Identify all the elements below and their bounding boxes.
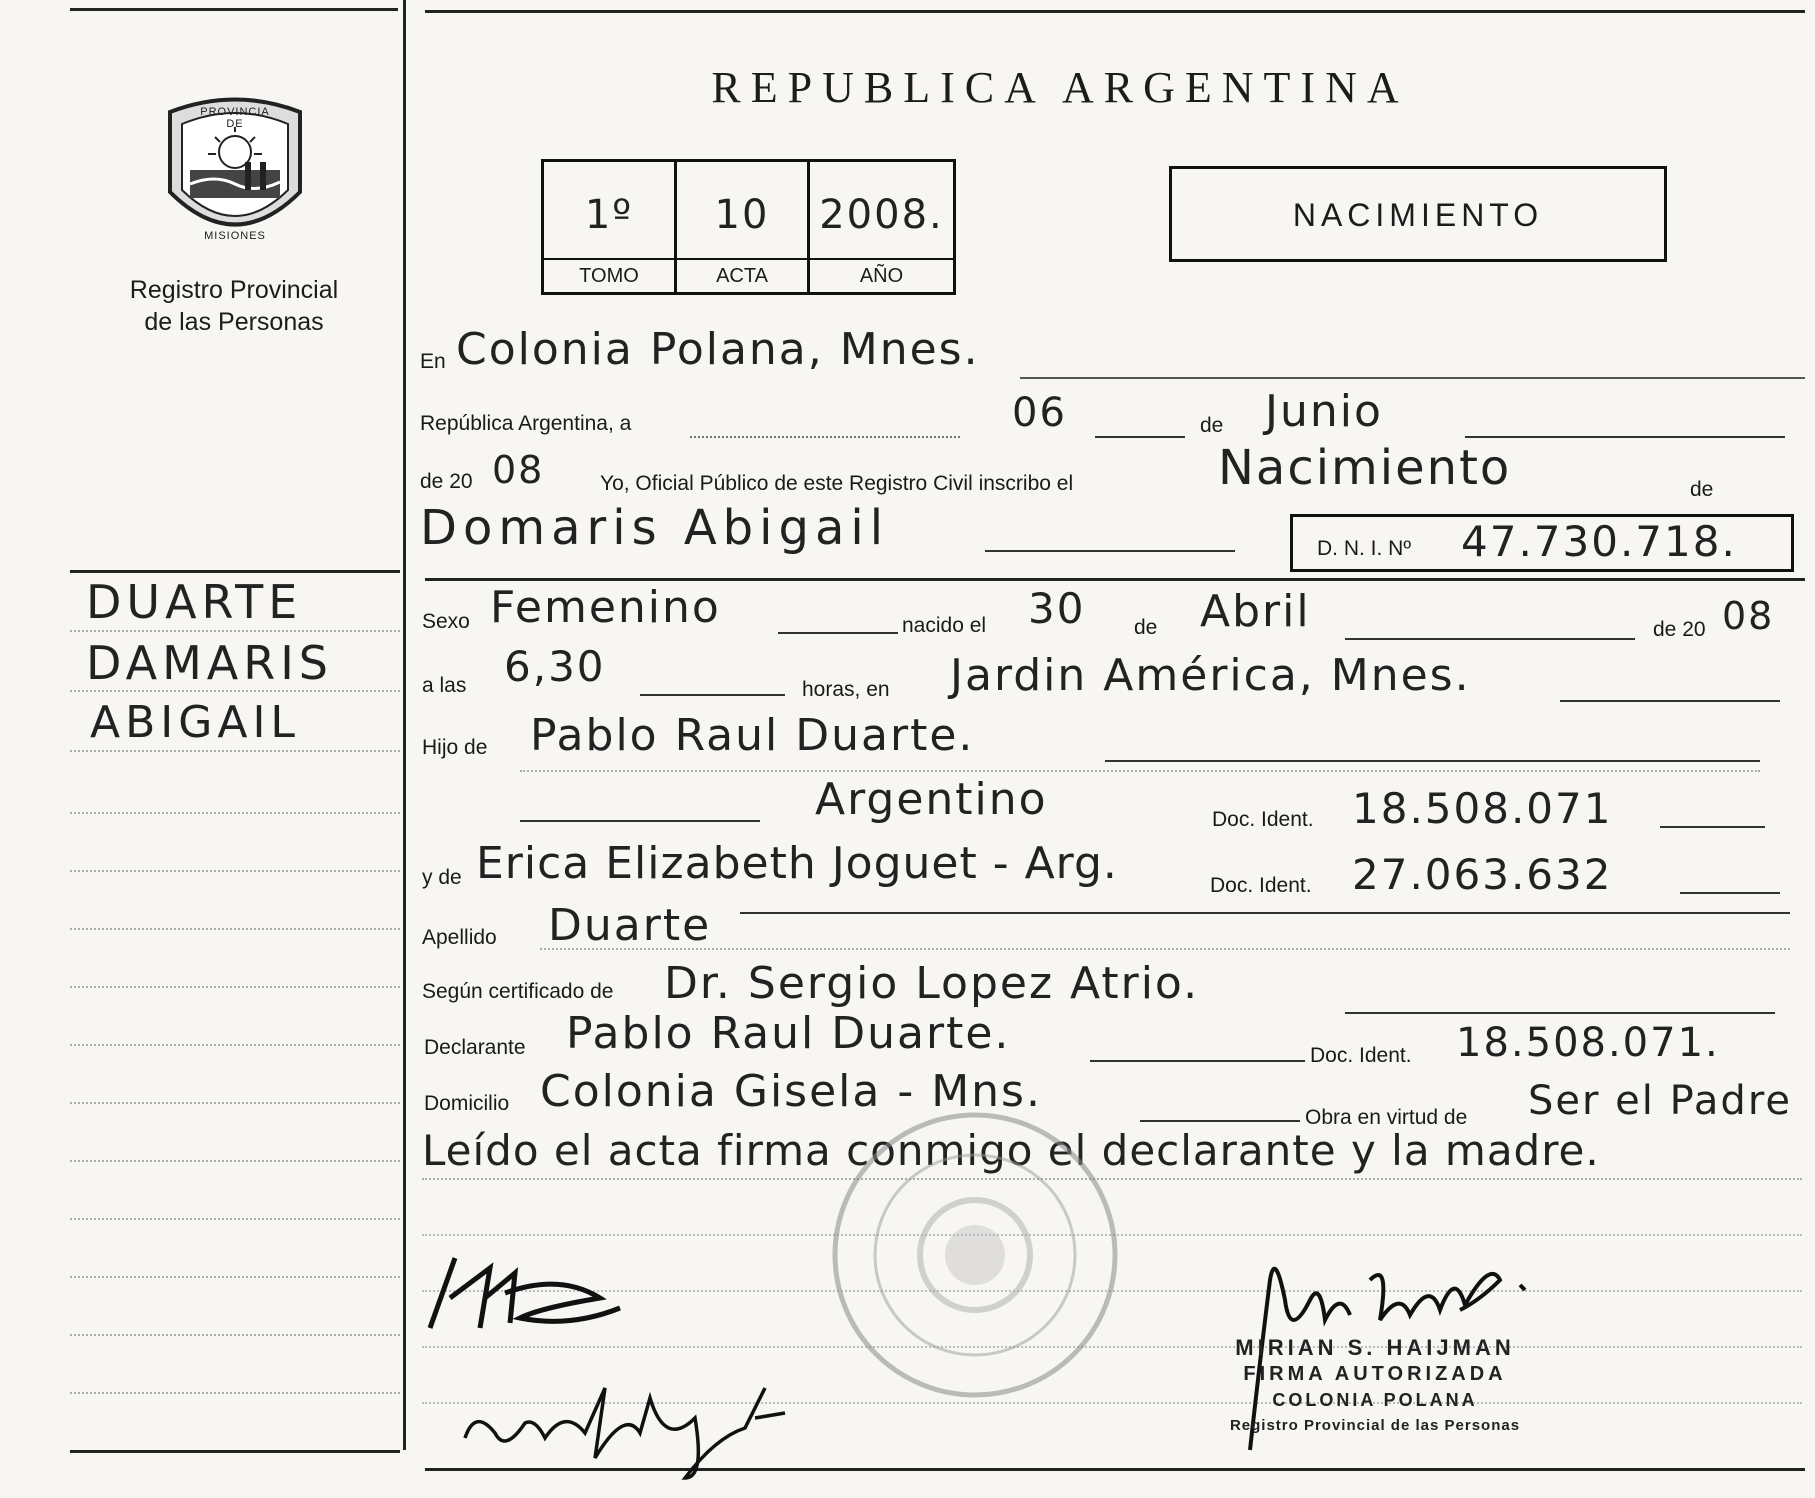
registry-table (541, 159, 956, 295)
sidebar-rule (70, 690, 400, 692)
sidebar-rule (70, 1276, 400, 1278)
mother-signature (455, 1378, 795, 1488)
birth-year-prefix: de 20 (1653, 618, 1706, 641)
father-nationality-value: Argentino (815, 774, 1048, 825)
office-name (90, 274, 378, 338)
authorization-stamp (1180, 1335, 1570, 1434)
day-line (690, 436, 960, 438)
hijo-label: Hijo de (422, 736, 488, 759)
office-name-line1: Registro Provincial (129, 276, 339, 304)
mother-doc-line (1680, 892, 1780, 894)
acta-label: ACTA (716, 265, 768, 287)
nationality-line (520, 820, 760, 822)
sexo-line (778, 632, 898, 634)
month-line (1465, 436, 1785, 438)
top-left-rule (70, 8, 398, 11)
acta-cell-divider (677, 258, 807, 260)
sexo-value: Femenino (490, 582, 721, 633)
de-label2: de (1690, 478, 1714, 501)
apellido-label: Apellido (422, 926, 497, 949)
apellido-dotline (540, 948, 1790, 950)
seal-top-text: PROVINCIA DE (200, 106, 270, 130)
father-line (1105, 760, 1760, 762)
sidebar-rule (70, 812, 400, 814)
block-separator (425, 578, 1805, 581)
act-type-value: Nacimiento (1218, 440, 1512, 496)
oficial-text: Yo, Oficial Público de este Registro Civil inscribo el (600, 472, 1074, 495)
certificate-value: Dr. Sergio Lopez Atrio. (664, 958, 1200, 1009)
en-line (1020, 377, 1805, 379)
closing-value: Leído el acta firma conmigo el declarante y la madre. (422, 1126, 1600, 1175)
child-name-line (985, 550, 1235, 552)
mother-doc-value: 27.063.632 (1352, 850, 1613, 899)
segun-label: Según certificado de (422, 980, 614, 1003)
hour-line (640, 694, 785, 696)
tomo-value: 1º (584, 192, 634, 238)
tomo-label: TOMO (579, 265, 639, 287)
father-dotline (520, 770, 1760, 772)
record-type-label: NACIMIENTO (1292, 197, 1544, 233)
sidebar-rule (70, 750, 400, 752)
anio-cell-divider (810, 258, 953, 260)
sidebar-rule (70, 1392, 400, 1394)
sidebar-rule (70, 928, 400, 930)
rep-label: República Argentina, a (420, 412, 632, 435)
sidebar-top-rule (70, 570, 400, 573)
anio-label: AÑO (859, 265, 904, 287)
tomo-cell-divider (544, 258, 674, 260)
day-line-2 (1095, 436, 1185, 438)
anio-value: 2008. (819, 192, 944, 238)
country-title: REPUBLICA ARGENTINA (711, 63, 1409, 112)
sidebar-rule (70, 1160, 400, 1162)
birth-day-value: 30 (1028, 584, 1086, 633)
hour-value: 6,30 (504, 642, 606, 691)
apellido-line (740, 912, 1790, 914)
stamp-line4: Registro Provincial de las Personas (1229, 1417, 1521, 1434)
anio-cell (810, 162, 953, 292)
signature-mark (420, 1248, 640, 1338)
domicilio-value: Colonia Gisela - Mns. (540, 1066, 1042, 1117)
de-label3: de (1134, 616, 1158, 639)
doc-ident-label3: Doc. Ident. (1310, 1044, 1412, 1067)
father-doc-value: 18.508.071 (1352, 784, 1613, 833)
domicilio-line (1140, 1120, 1300, 1122)
declarant-signature (420, 1248, 640, 1338)
signature-mark (455, 1378, 795, 1488)
year-prefix: de 20 (420, 470, 473, 493)
declarante-value: Pablo Raul Duarte. (566, 1008, 1011, 1059)
sidebar-rule (70, 630, 400, 632)
margin-name-surname: DUARTE (86, 575, 303, 629)
round-seal-icon (825, 1105, 1125, 1405)
tomo-cell (544, 162, 677, 292)
sidebar-rule (70, 1102, 400, 1104)
father-doc-line (1660, 826, 1765, 828)
declarante-label: Declarante (424, 1036, 526, 1059)
sidebar-rule (70, 1334, 400, 1336)
seal-bottom-text: MISIONES (204, 230, 266, 242)
margin-name-first: DAMARIS (86, 636, 333, 690)
acta-value: 10 (714, 192, 770, 238)
child-name-value: Domaris Abigail (420, 500, 890, 556)
birth-month-line (1345, 638, 1635, 640)
province-seal (160, 92, 310, 252)
year-value: 08 (492, 448, 545, 492)
birth-month-value: Abril (1200, 586, 1311, 637)
obra-label: Obra en virtud de (1305, 1106, 1468, 1129)
doc-ident-label: Doc. Ident. (1212, 808, 1314, 831)
sidebar-divider (403, 0, 406, 1450)
sidebar-bottom-rule (70, 1450, 400, 1453)
margin-name-second: ABIGAIL (90, 697, 300, 748)
domicilio-label: Domicilio (424, 1092, 510, 1115)
nacido-label: nacido el (902, 614, 987, 637)
sexo-label: Sexo (422, 610, 470, 633)
a-las-label: a las (422, 674, 467, 697)
sidebar-rule (70, 986, 400, 988)
birth-year-value: 08 (1722, 594, 1775, 638)
stamp-line1: MIRIAN S. HAIJMAN (1235, 1335, 1515, 1360)
sidebar-rule (70, 1044, 400, 1046)
horas-label: horas, en (802, 678, 890, 701)
sidebar-rule (70, 1218, 400, 1220)
month-value: Junio (1265, 386, 1383, 437)
official-round-seal (825, 1105, 1125, 1405)
dni-label: D. N. I. Nº (1317, 537, 1412, 560)
dni-value: 47.730.718. (1461, 517, 1737, 566)
obra-value: Ser el Padre (1528, 1078, 1792, 1124)
stamp-line3: COLONIA POLANA (1272, 1390, 1478, 1410)
de-label: de (1200, 414, 1224, 437)
certificate-line (1345, 1012, 1775, 1014)
birth-place-line (1560, 700, 1780, 702)
apellido-value: Duarte (548, 900, 712, 951)
mother-value: Erica Elizabeth Joguet - Arg. (476, 838, 1118, 889)
declarante-doc-value: 18.508.071. (1456, 1020, 1720, 1066)
day-value: 06 (1012, 390, 1067, 436)
office-name-line2: de las Personas (144, 308, 324, 336)
en-value: Colonia Polana, Mnes. (456, 324, 980, 375)
y-de-label: y de (422, 866, 462, 889)
birth-place-value: Jardin América, Mnes. (950, 650, 1471, 701)
acta-cell (677, 162, 810, 292)
doc-ident-label2: Doc. Ident. (1210, 874, 1312, 897)
en-label: En (420, 350, 446, 373)
stamp-line2: FIRMA AUTORIZADA (1243, 1363, 1507, 1385)
sidebar-rule (70, 870, 400, 872)
father-value: Pablo Raul Duarte. (530, 710, 975, 761)
record-type-box (1169, 166, 1667, 262)
declarante-line (1090, 1060, 1305, 1062)
top-rule (425, 10, 1805, 13)
dni-box (1290, 514, 1794, 572)
